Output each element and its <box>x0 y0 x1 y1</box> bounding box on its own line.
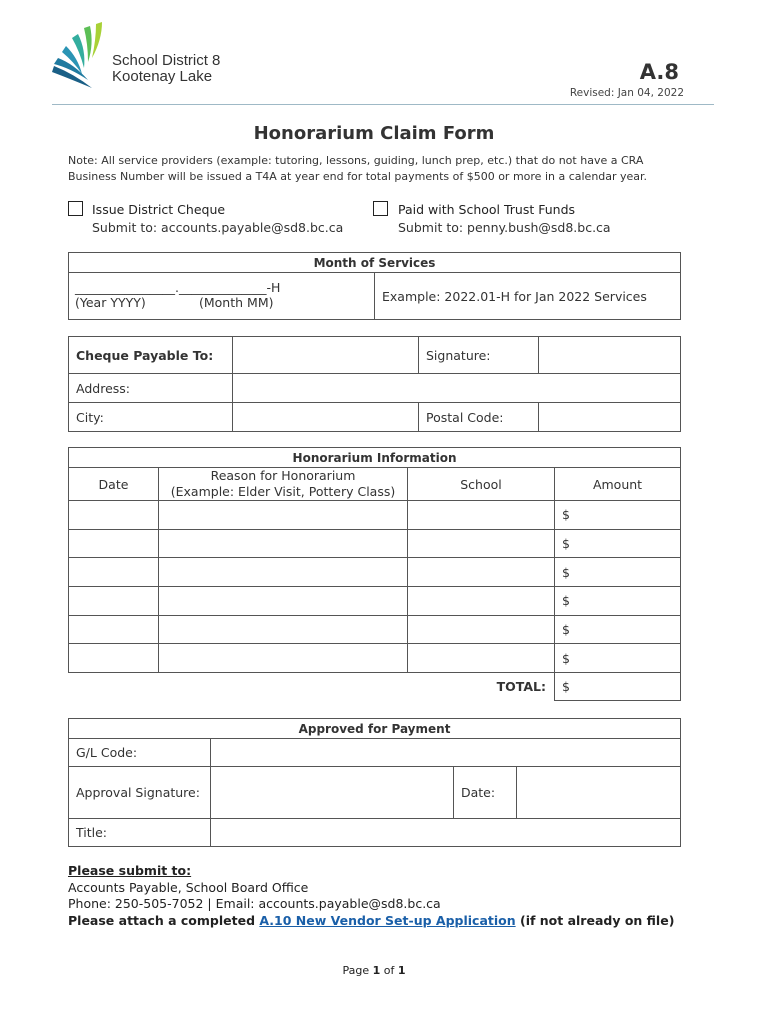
note-text: Note: All service providers (example: tutoring, lessons, guiding, lunch prep, etc.) that do not have a CRA Business Number will be issued a T4A at year end for total payments of $500 or more in a calendar year. <box>68 154 648 183</box>
reason-cell[interactable] <box>159 558 408 587</box>
title-field[interactable] <box>211 819 681 847</box>
month-example: Example: 2022.01-H for Jan 2022 Services <box>375 273 681 320</box>
submit-heading: Please submit to: <box>68 863 192 878</box>
table-row <box>69 615 681 644</box>
reason-header-line2: (Example: Elder Visit, Pottery Class) <box>170 484 396 499</box>
approval-table <box>68 718 681 847</box>
date-cell[interactable] <box>69 501 159 530</box>
amount-currency: $ <box>562 593 570 609</box>
table-row <box>69 529 681 558</box>
amount-currency: $ <box>562 536 570 552</box>
district-logo <box>48 22 112 92</box>
date-cell[interactable] <box>69 558 159 587</box>
school-column-header: School <box>408 468 555 501</box>
reason-cell[interactable] <box>159 529 408 558</box>
amount-currency: $ <box>562 564 570 580</box>
approval-header: Approved for Payment <box>69 719 681 739</box>
signature-label: Signature: <box>419 337 539 374</box>
approval-date-label: Date: <box>454 767 517 819</box>
amount-cell[interactable] <box>555 615 681 644</box>
honorarium-rows <box>69 501 681 673</box>
form-code: A.8 <box>639 60 679 84</box>
header-divider <box>52 104 714 105</box>
reason-column-header <box>159 468 408 501</box>
month-of-services-table <box>68 252 681 320</box>
revised-date: Revised: Jan 04, 2022 <box>569 87 684 99</box>
reason-cell[interactable] <box>159 587 408 616</box>
attach-suffix: (if not already on file) <box>515 912 675 928</box>
reason-cell[interactable] <box>159 615 408 644</box>
total-label <box>69 673 555 701</box>
issue-cheque-checkbox[interactable] <box>68 201 83 216</box>
table-row <box>69 587 681 616</box>
amount-cell[interactable] <box>555 587 681 616</box>
reason-header-line1: Reason for Honorarium <box>210 468 356 483</box>
trust-funds-checkbox[interactable] <box>373 201 388 216</box>
month-of-services-header: Month of Services <box>69 253 681 273</box>
cheque-payable-field[interactable] <box>233 337 419 374</box>
date-cell[interactable] <box>69 529 159 558</box>
table-row <box>69 501 681 530</box>
month-format-line: ________________.______________-H <box>75 280 281 295</box>
trust-funds-submit: Submit to: penny.bush@sd8.bc.ca <box>398 220 611 235</box>
submit-line1: Accounts Payable, School Board Office <box>68 879 309 895</box>
page-number <box>0 964 748 977</box>
postal-code-label: Postal Code: <box>419 403 539 432</box>
amount-cell[interactable] <box>555 529 681 558</box>
gl-code-label: G/L Code: <box>69 739 211 767</box>
city-field[interactable] <box>233 403 419 432</box>
school-cell[interactable] <box>408 529 555 558</box>
issue-cheque-label: Issue District Cheque <box>92 202 226 217</box>
org-name-line1: School District 8 <box>112 52 221 69</box>
submission-instructions <box>68 863 674 929</box>
payee-table <box>68 336 681 432</box>
vendor-setup-link[interactable]: A.10 New Vendor Set-up Application <box>259 912 516 928</box>
page-of: of <box>380 964 398 977</box>
month-of-services-input[interactable] <box>69 273 375 320</box>
school-cell[interactable] <box>408 501 555 530</box>
total-text: TOTAL: <box>496 679 546 695</box>
total-currency: $ <box>562 679 570 695</box>
honorarium-header: Honorarium Information <box>69 448 681 468</box>
cheque-payable-label: Cheque Payable To: <box>69 337 233 374</box>
honorarium-table <box>68 447 681 701</box>
total-field[interactable] <box>555 673 681 701</box>
org-name-line2: Kootenay Lake <box>112 68 213 85</box>
page-title: Honorarium Claim Form <box>253 123 495 144</box>
school-cell[interactable] <box>408 615 555 644</box>
approval-date-field[interactable] <box>517 767 681 819</box>
amount-cell[interactable] <box>555 558 681 587</box>
approval-signature-label: Approval Signature: <box>69 767 211 819</box>
signature-field[interactable] <box>539 337 681 374</box>
gl-code-field[interactable] <box>211 739 681 767</box>
submit-line2: Phone: 250-505-7052 | Email: accounts.payable@sd8.bc.ca <box>68 896 441 911</box>
approval-signature-field[interactable] <box>211 767 454 819</box>
amount-column-header: Amount <box>555 468 681 501</box>
title-label: Title: <box>69 819 211 847</box>
table-row <box>69 558 681 587</box>
amount-currency: $ <box>562 507 570 523</box>
amount-currency: $ <box>562 650 570 666</box>
school-cell[interactable] <box>408 644 555 673</box>
school-cell[interactable] <box>408 558 555 587</box>
org-name <box>112 53 220 85</box>
amount-cell[interactable] <box>555 644 681 673</box>
date-cell[interactable] <box>69 644 159 673</box>
issue-cheque-submit: Submit to: accounts.payable@sd8.bc.ca <box>92 220 344 235</box>
address-field[interactable] <box>233 374 681 403</box>
month-label: (Month MM) <box>199 295 274 310</box>
logo-mark-icon <box>48 22 112 92</box>
date-cell[interactable] <box>69 587 159 616</box>
page-prefix: Page <box>342 964 373 977</box>
school-cell[interactable] <box>408 587 555 616</box>
table-row <box>69 644 681 673</box>
year-label: (Year YYYY) <box>75 295 146 310</box>
reason-cell[interactable] <box>159 501 408 530</box>
attach-line <box>68 913 674 930</box>
address-label: Address: <box>69 374 233 403</box>
amount-currency: $ <box>562 622 570 638</box>
city-label: City: <box>69 403 233 432</box>
attach-prefix: Please attach a completed <box>68 912 260 928</box>
date-column-header: Date <box>69 468 159 501</box>
postal-code-field[interactable] <box>539 403 681 432</box>
reason-cell[interactable] <box>159 644 408 673</box>
page-total: 1 <box>397 964 406 977</box>
date-cell[interactable] <box>69 615 159 644</box>
amount-cell[interactable] <box>555 501 681 530</box>
trust-funds-label: Paid with School Trust Funds <box>398 202 576 217</box>
page-current: 1 <box>372 964 381 977</box>
